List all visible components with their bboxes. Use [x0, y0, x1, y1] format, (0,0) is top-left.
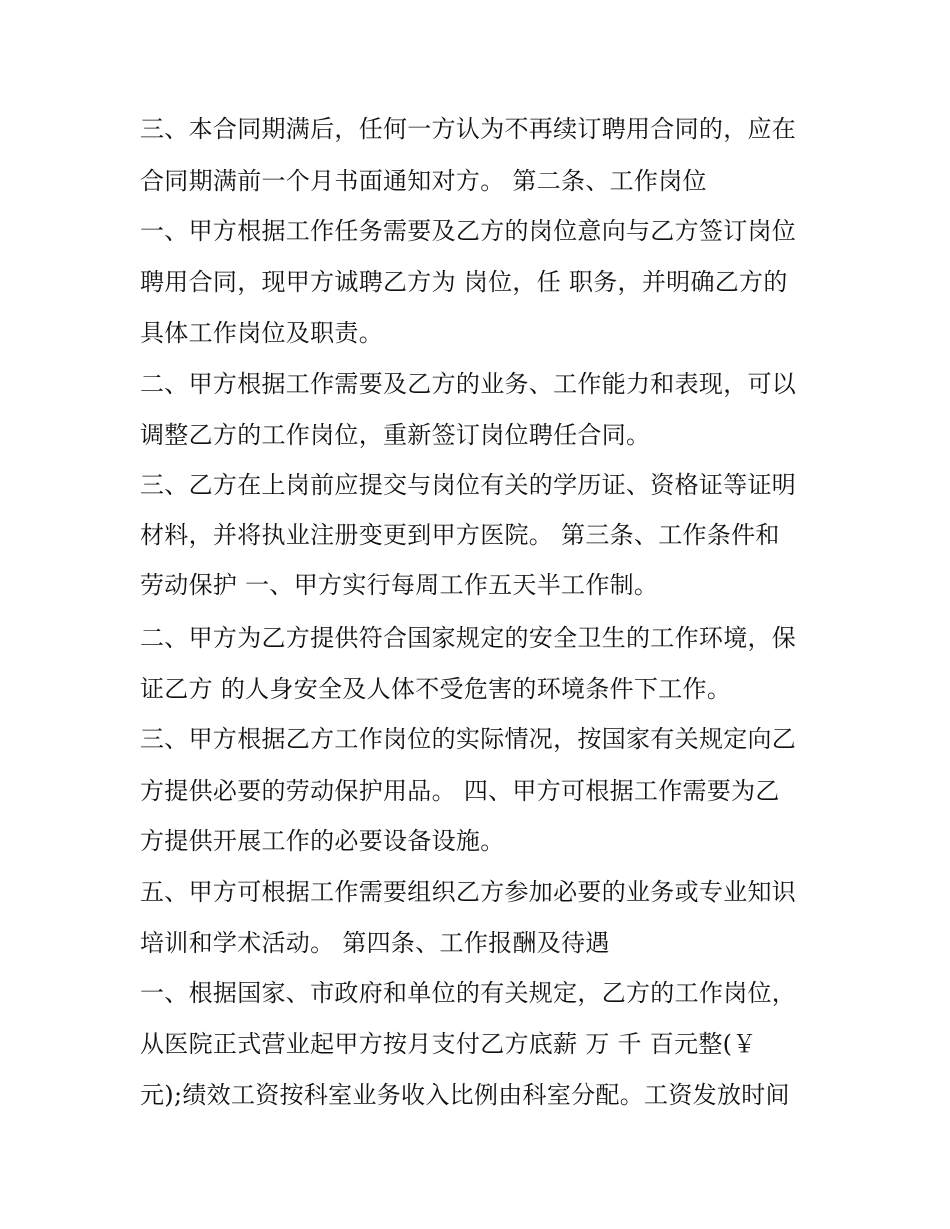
text-line: 材料，并将执业注册变更到甲方医院。 第三条、工作条件和 — [140, 521, 780, 549]
text-line: 具体工作岗位及职责。 — [140, 319, 383, 347]
text-line: 五、甲方可根据工作需要组织乙方参加必要的业务或专业知识 — [140, 878, 797, 906]
text-line: 三、甲方根据乙方工作岗位的实际情况，按国家有关规定向乙 — [140, 725, 797, 753]
text-line: 三、乙方在上岗前应提交与岗位有关的学历证、资格证等证明 — [140, 471, 797, 499]
text-line: 一、根据国家、市政府和单位的有关规定，乙方的工作岗位， — [140, 979, 797, 1007]
text-line: 方提供开展工作的必要设备设施。 — [140, 827, 505, 855]
text-line: 培训和学术活动。 第四条、工作报酬及待遇 — [140, 929, 610, 957]
text-line: 二、甲方根据工作需要及乙方的业务、工作能力和表现，可以 — [140, 370, 797, 398]
text-line: 元);绩效工资按科室业务收入比例由科室分配。工资发放时间 — [140, 1081, 790, 1109]
text-line: 二、甲方为乙方提供符合国家规定的安全卫生的工作环境，保 — [140, 624, 797, 652]
text-line: 三、本合同期满后，任何一方认为不再续订聘用合同的，应在 — [140, 115, 797, 143]
text-line: 证乙方 的人身安全及人体不受危害的环境条件下工作。 — [140, 675, 732, 703]
text-line: 聘用合同，现甲方诚聘乙方为 岗位，任 职务，并明确乙方的 — [140, 268, 788, 296]
text-line: 合同期满前一个月书面通知对方。 第二条、工作岗位 — [140, 167, 707, 195]
text-line: 从医院正式营业起甲方按月支付乙方底薪 万 千 百元整(￥ — [140, 1030, 757, 1058]
text-line: 调整乙方的工作岗位，重新签订岗位聘任合同。 — [140, 421, 651, 449]
text-line: 方提供必要的劳动保护用品。 四、甲方可根据工作需要为乙 — [140, 777, 780, 805]
text-line: 一、甲方根据工作任务需要及乙方的岗位意向与乙方签订岗位 — [140, 217, 797, 245]
text-line: 劳动保护 一、甲方实行每周工作五天半工作制。 — [140, 571, 659, 599]
